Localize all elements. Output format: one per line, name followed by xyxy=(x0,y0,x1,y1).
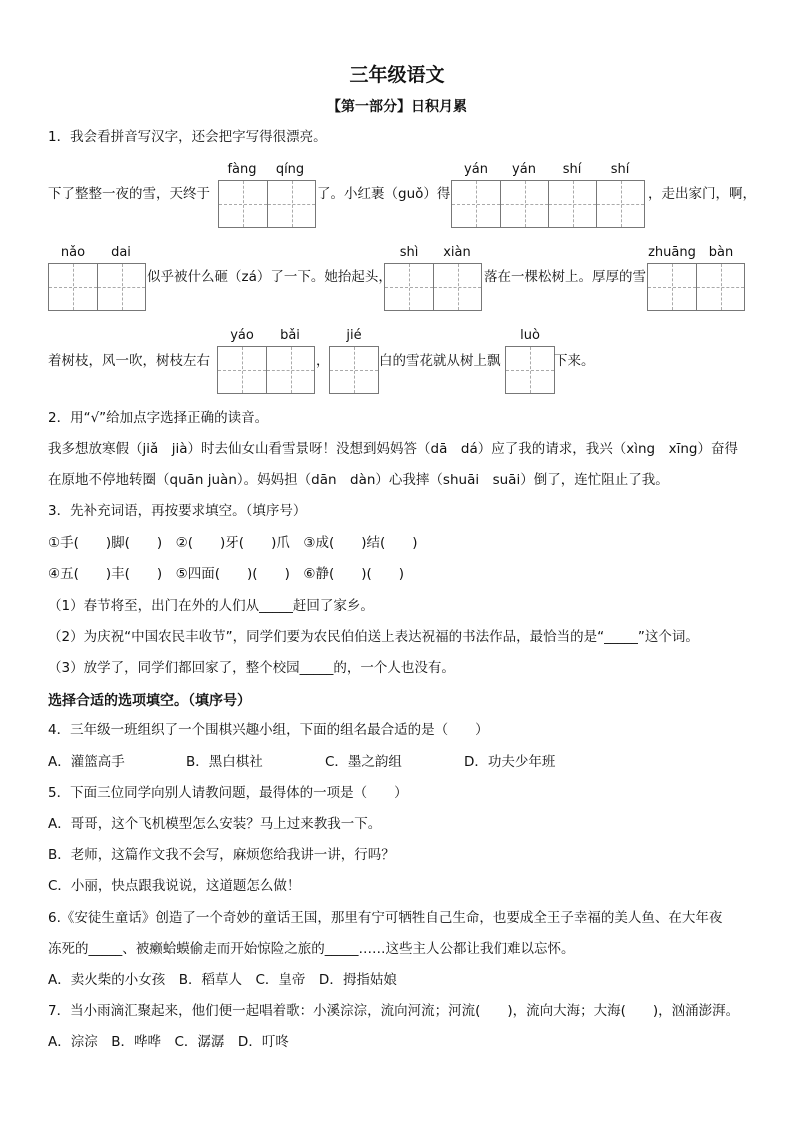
page-title: 三年级语文 xyxy=(349,64,445,86)
choose-heading: 选择合适的选项填空。（填序号） xyxy=(48,693,251,709)
pinyin: yán xyxy=(464,162,488,177)
q1-text: 下了整整一夜的雪，天终于 xyxy=(48,186,210,202)
q1-text: ， xyxy=(316,353,330,369)
option: A．灌篮高手 xyxy=(48,754,125,770)
option: A．哥哥，这个飞机模型怎么安装？马上过来教我一下。 xyxy=(48,816,382,832)
q7-options: A．淙淙 B．哗哗 C．潺潺 D．叮咚 xyxy=(48,1034,289,1050)
q2-text: 我多想放寒假（jiǎ jià）时去仙女山看雪景呀！没想到妈妈答（dā dá）应了我的请求，我兴（xìng xīng）奋得 xyxy=(48,441,738,457)
writing-grid[interactable] xyxy=(451,180,645,228)
q2-prompt: 2．用“√”给加点字选择正确的读音。 xyxy=(48,410,269,426)
pinyin: yán xyxy=(512,162,536,177)
pinyin: qíng xyxy=(275,162,305,177)
pinyin: bǎi xyxy=(280,328,300,343)
q1-text: 白的雪花就从树上飘 xyxy=(379,353,501,369)
writing-grid[interactable] xyxy=(647,263,745,311)
q1-text: 着树枝，风一吹，树枝左右 xyxy=(48,353,210,369)
pinyin: fàng xyxy=(227,162,257,177)
option: C．墨之韵组 xyxy=(325,754,402,770)
q1-text: 了。小红裹（guǒ）得 xyxy=(317,186,451,202)
q3-words-row: ①手( )脚( ) ②( )牙( )爪 ③成( )结( ) xyxy=(48,535,418,551)
writing-grid[interactable] xyxy=(329,346,379,394)
q6-options: A．卖火柴的小女孩 B．稻草人 C．皇帝 D．拇指姑娘 xyxy=(48,972,397,988)
q6-text: 冻死的_____、被癞蛤蟆偷走而开始惊险之旅的_____……这些主人公都让我们难以忘怀。 xyxy=(48,941,575,957)
pinyin: xiàn xyxy=(443,245,471,260)
q1-text: 落在一棵松树上。厚厚的雪 xyxy=(484,269,646,285)
pinyin: luò xyxy=(520,328,540,343)
writing-grid[interactable] xyxy=(505,346,555,394)
writing-grid[interactable] xyxy=(48,263,146,311)
q3-sentence: （1）春节将至，出门在外的人们从_____赶回了家乡。 xyxy=(48,598,374,614)
pinyin: dai xyxy=(111,245,131,260)
section-heading: 【第一部分】日积月累 xyxy=(327,99,467,115)
q3-prompt: 3．先补充词语，再按要求填空。（填序号） xyxy=(48,503,307,519)
pinyin: shì xyxy=(399,245,419,260)
writing-grid[interactable] xyxy=(384,263,482,311)
q6-text: 6.《安徒生童话》创造了一个奇妙的童话王国，那里有宁可牺牲自己生命，也要成全王子幸福的美人鱼、在大年夜 xyxy=(48,910,723,926)
q1-text: 似乎被什么砸（zá）了一下。她抬起头， xyxy=(147,269,392,285)
q7-prompt: 7．当小雨滴汇聚起来，他们便一起唱着歌：小溪淙淙，流向河流；河流( )，流向大海；大海( )，汹涌澎湃。 xyxy=(48,1003,740,1019)
pinyin: yáo xyxy=(230,328,254,343)
pinyin: bàn xyxy=(708,245,734,260)
q1-prompt: 1．我会看拼音写汉字，还会把字写得很漂亮。 xyxy=(48,129,327,145)
q1-text: 下来。 xyxy=(554,353,595,369)
writing-grid[interactable] xyxy=(218,180,316,228)
pinyin: shí xyxy=(610,162,630,177)
q5-prompt: 5．下面三位同学向别人请教问题，最得体的一项是（ ） xyxy=(48,785,408,801)
pinyin: nǎo xyxy=(60,245,86,260)
q3-sentence: （3）放学了，同学们都回家了，整个校园_____的，一个人也没有。 xyxy=(48,660,455,676)
option: B．老师，这篇作文我不会写，麻烦您给我讲一讲，行吗？ xyxy=(48,847,395,863)
pinyin: shí xyxy=(562,162,582,177)
q2-text: 在原地不停地转圈（quān juàn）。妈妈担（dān dàn）心我摔（shuāi suāi）倒了，连忙阻止了我。 xyxy=(48,472,669,488)
option: B．黑白棋社 xyxy=(186,754,263,770)
writing-grid[interactable] xyxy=(217,346,315,394)
q1-text: ，走出家门，啊， xyxy=(648,186,756,202)
option: D．功夫少年班 xyxy=(464,754,556,770)
pinyin: jié xyxy=(346,328,362,343)
pinyin: zhuāng xyxy=(648,245,696,260)
q3-sentence: （2）为庆祝“中国农民丰收节”，同学们要为农民伯伯送上表达祝福的书法作品，最恰当的是“_____”这个词。 xyxy=(48,629,699,645)
q4-prompt: 4．三年级一班组织了一个围棋兴趣小组，下面的组名最合适的是（ ） xyxy=(48,722,489,738)
option: C．小丽，快点跟我说说，这道题怎么做！ xyxy=(48,878,301,894)
q3-words-row: ④五( )丰( ) ⑤四面( )( ) ⑥静( )( ) xyxy=(48,566,405,582)
